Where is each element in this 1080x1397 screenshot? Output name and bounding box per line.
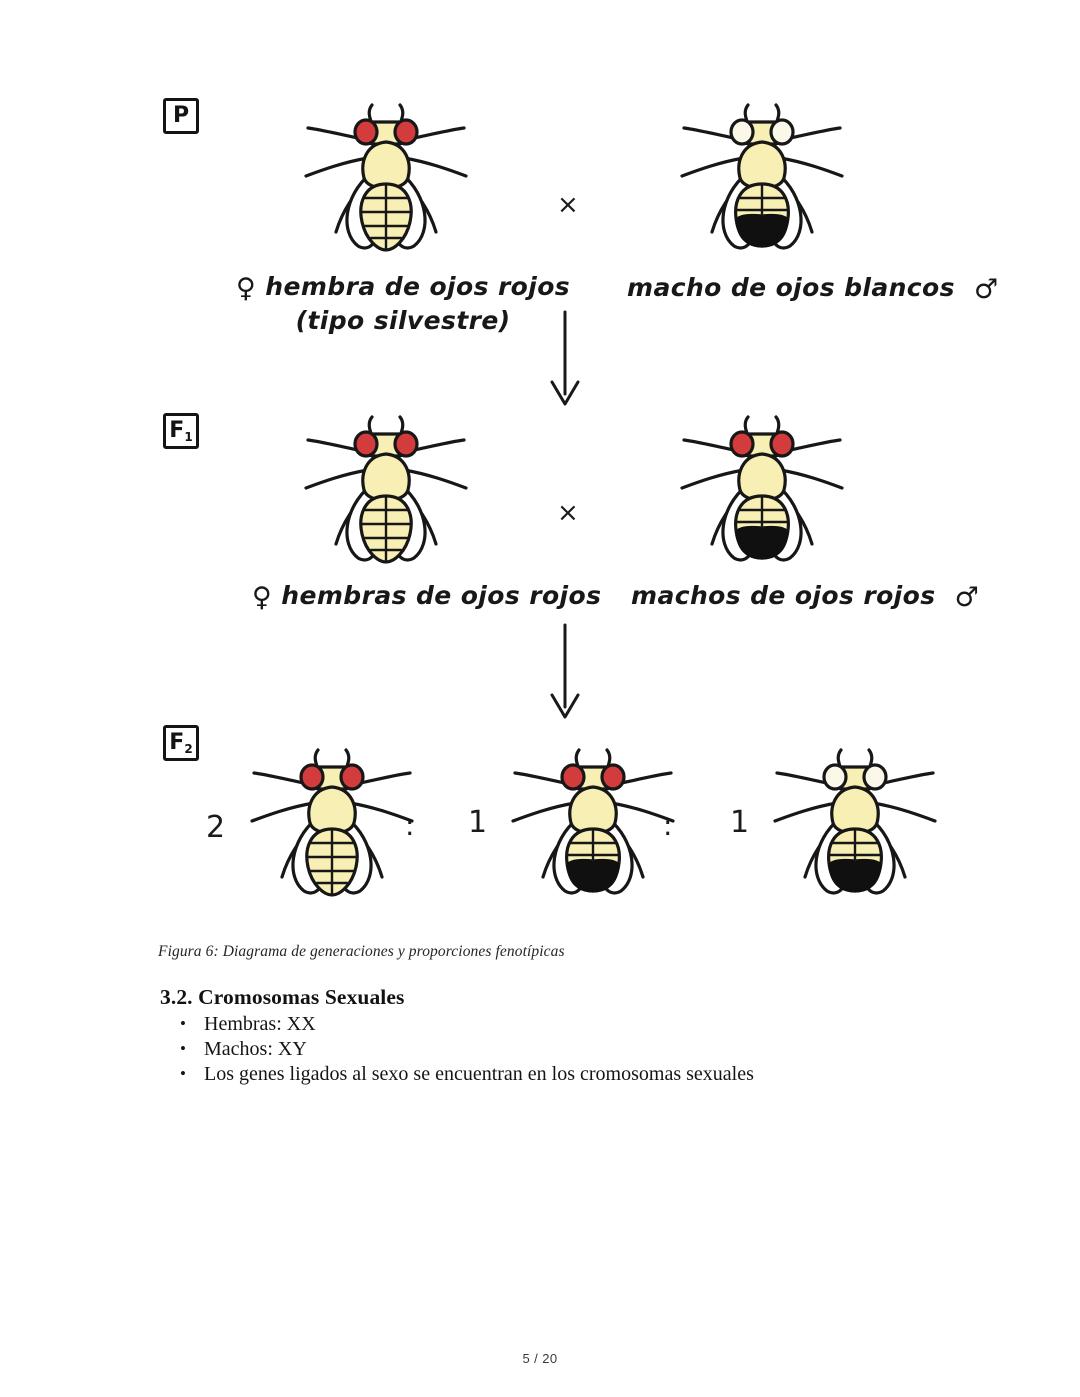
label-p-female-line2: (tipo silvestre) (295, 306, 511, 335)
fly-illustration (242, 745, 422, 905)
label-f1-male-text: machos de ojos rojos (631, 581, 936, 610)
page-footer: 5 / 20 (522, 1351, 558, 1366)
generation-tag-f2-letter: F (169, 730, 185, 755)
label-f1-female (252, 581, 601, 613)
list-item: • Los genes ligados al sexo se encuentran en los cromosomas sexuales (202, 1062, 754, 1087)
generation-tag-f2-subscript: 2 (184, 742, 193, 756)
generation-tag-f1 (163, 413, 199, 449)
label-p-female (236, 272, 570, 335)
arrow-p-to-f1 (545, 310, 585, 415)
figure-caption: Figura 6: Diagrama de generaciones y proporciones fenotípicas (158, 943, 565, 960)
male-symbol-icon: ♂ (974, 274, 999, 305)
fly-illustration (503, 745, 683, 905)
section-heading: 3.2. Cromosomas Sexuales (160, 985, 405, 1009)
list-item: • Hembras: XX (202, 1012, 754, 1037)
f2-ratio-second: 1 (468, 805, 488, 840)
down-arrow-icon (545, 623, 585, 723)
f2-ratio-colon-1: : (405, 809, 415, 842)
fly-f2-male-white-eyes (765, 745, 945, 910)
arrow-f1-to-f2 (545, 623, 585, 728)
fly-f1-female-red-eyes (296, 412, 476, 577)
cross-symbol-p: × (557, 190, 579, 220)
fly-illustration (296, 412, 476, 572)
f2-ratio-third: 1 (730, 805, 750, 840)
fly-illustration (672, 412, 852, 572)
female-symbol-icon: ♀ (236, 273, 257, 304)
fly-f2-female-red-eyes (242, 745, 422, 910)
fly-illustration (296, 100, 476, 260)
generation-tag-f2 (163, 725, 199, 761)
list-item: • Machos: XY (202, 1037, 754, 1062)
down-arrow-icon (545, 310, 585, 410)
bullet-list (168, 1012, 754, 1087)
label-p-female-line1: hembra de ojos rojos (265, 272, 571, 301)
label-p-male-text: macho de ojos blancos (627, 273, 955, 302)
f2-ratio-colon-2: : (663, 809, 673, 842)
female-symbol-icon: ♀ (252, 582, 273, 613)
male-symbol-icon: ♂ (954, 582, 980, 613)
fly-illustration (672, 100, 852, 260)
generation-tag-f1-letter: F (169, 418, 185, 443)
fly-illustration (765, 745, 945, 905)
f2-ratio-first: 2 (206, 810, 226, 845)
generation-tag-p-letter: P (172, 103, 190, 128)
fly-f2-male-red-eyes (503, 745, 683, 910)
fly-p-male-white-eyes (672, 100, 852, 265)
generation-tag-p (163, 98, 199, 134)
label-f1-female-text: hembras de ojos rojos (281, 581, 602, 610)
generation-tag-f1-subscript: 1 (184, 430, 193, 444)
cross-symbol-f1: × (557, 498, 579, 528)
fly-f1-male-red-eyes (672, 412, 852, 577)
label-f1-male (631, 581, 979, 613)
label-p-male (627, 273, 999, 305)
fly-p-female-red-eyes (296, 100, 476, 265)
